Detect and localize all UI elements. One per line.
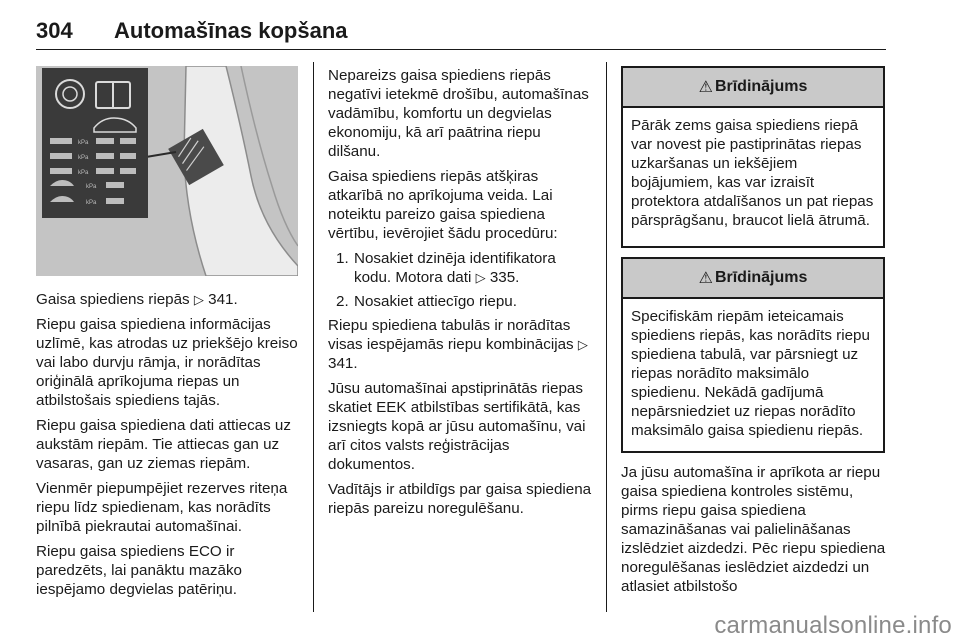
tyre-pressure-label-illustration (36, 66, 298, 276)
warning-triangle-icon: ⚠ (698, 79, 713, 96)
list-number: 2. (336, 293, 349, 310)
column-3 (621, 463, 887, 602)
paragraph: Riepu gaisa spiediena dati attiecas uz aukstām riepām. Tie attiecas gan uz vasaras, gan uz ziemas riepām. (36, 417, 291, 472)
svg-text:kPa: kPa (78, 140, 89, 146)
watermark: carmanualsonline.info (714, 612, 952, 639)
warning-triangle-icon: ⚠ (698, 270, 713, 287)
page-reference-icon[interactable]: ▷ (193, 292, 204, 307)
page-header (36, 14, 886, 50)
svg-text:kPa: kPa (78, 170, 89, 176)
svg-text:kPa: kPa (86, 184, 97, 190)
list-item: 1. Nosakiet dzinēja identifikatora kodu. Motora dati ▷ 335. (336, 250, 556, 286)
warning-box (621, 66, 885, 248)
page-reference-link[interactable]: 341. (328, 355, 358, 372)
paragraph: Jūsu automašīnai apstiprinātās riepas skatiet EEK atbilstības sertifikātā, kas izsniegts kopā ar jūsu automašīnu, vai arī citos valsts reģistrācijas dokumentos. (328, 380, 586, 473)
warning-box (621, 257, 885, 453)
door-frame-drawing (36, 66, 298, 276)
list-item: 2. Nosakiet attiecīgo riepu. (336, 293, 517, 310)
column-divider (606, 62, 607, 612)
warning-text: Pārāk zems gaisa spiediens riepā var novest pie pastiprinātas riepas uzkaršanas un iekšējiem bojājumiem, kas var izraisīt protektora atdalīšanos un pat riepas pārsprāgšanu, braucot lielā ātrumā. (631, 117, 874, 229)
page-reference-link[interactable]: 341. (208, 291, 238, 308)
paragraph: Gaisa spiediens riepās atšķiras atkarībā no aprīkojuma veida. Lai noteiktu pareizo gaisa spiediena vērtību, ievērojiet šādu procedūru: (328, 168, 558, 242)
paragraph: Riepu gaisa spiediena informācijas uzlīmē, kas atrodas uz priekšējo kreiso vai labo durvju rāmja, ir norādītas oriģinālā aprīkojuma riepas un atbilstošais spiediens tajās. (36, 316, 298, 409)
paragraph: Gaisa spiediens riepās ▷ 341. (36, 291, 238, 308)
page-number: 304 (36, 18, 73, 43)
paragraph: Riepu spiediena tabulās ir norādītas visas iespējamās riepu kombinācijas ▷ 341. (328, 317, 588, 372)
paragraph: Ja jūsu automašīna ir aprīkota ar riepu gaisa spiediena kontroles sistēmu, pirms riepu gaisa spiediena samazināšanas vai palielināšanas izslēdziet aizdedzi. Pēc riepu spiediena noregulēšanas ieslēdziet aizdedzi un atlasiet atbilstošo (621, 464, 886, 595)
paragraph: Vadītājs ir atbildīgs par gaisa spiediena riepās pareizu noregulēšanu. (328, 481, 592, 517)
warning-heading: ⚠ Brīdinājums (623, 68, 883, 108)
svg-text:kPa: kPa (86, 200, 97, 206)
column-divider (313, 62, 314, 612)
page-title: Automašīnas kopšana (114, 18, 348, 43)
page-reference-icon[interactable]: ▷ (577, 337, 588, 352)
page-reference-link[interactable]: 335. (489, 269, 520, 286)
warning-text: Specifiskām riepām ieteicamais spiediens riepās, kas norādīts riepu spiediena tabulā, var pārsniegt uz riepas norādīto maksimālo spiedienu. Nekādā gadījumā nepārsniedziet uz riepas norādīto maksimālo gaisa spiedienu riepās. (631, 308, 870, 439)
list-number: 1. (336, 250, 349, 267)
column-1 (36, 290, 298, 605)
paragraph: Riepu gaisa spiediens ECO ir paredzēts, lai panāktu mazāko iespējamo degvielas patēriņu. (36, 543, 242, 598)
paragraph: Vienmēr piepumpējiet rezerves riteņa riepu līdz spiedienam, kas norādīts pilnībā piekrautai automašīnai. (36, 480, 288, 535)
paragraph: Nepareizs gaisa spiediens riepās negatīvi ietekmē drošību, automašīnas vadāmību, komfortu un degvielas ekonomiju, kā arī paātrina riepu dilšanu. (328, 67, 589, 160)
svg-text:kPa: kPa (78, 155, 89, 161)
warning-heading: ⚠ Brīdinājums (623, 259, 883, 299)
page-reference-icon[interactable]: ▷ (475, 270, 486, 285)
column-2 (328, 66, 592, 524)
